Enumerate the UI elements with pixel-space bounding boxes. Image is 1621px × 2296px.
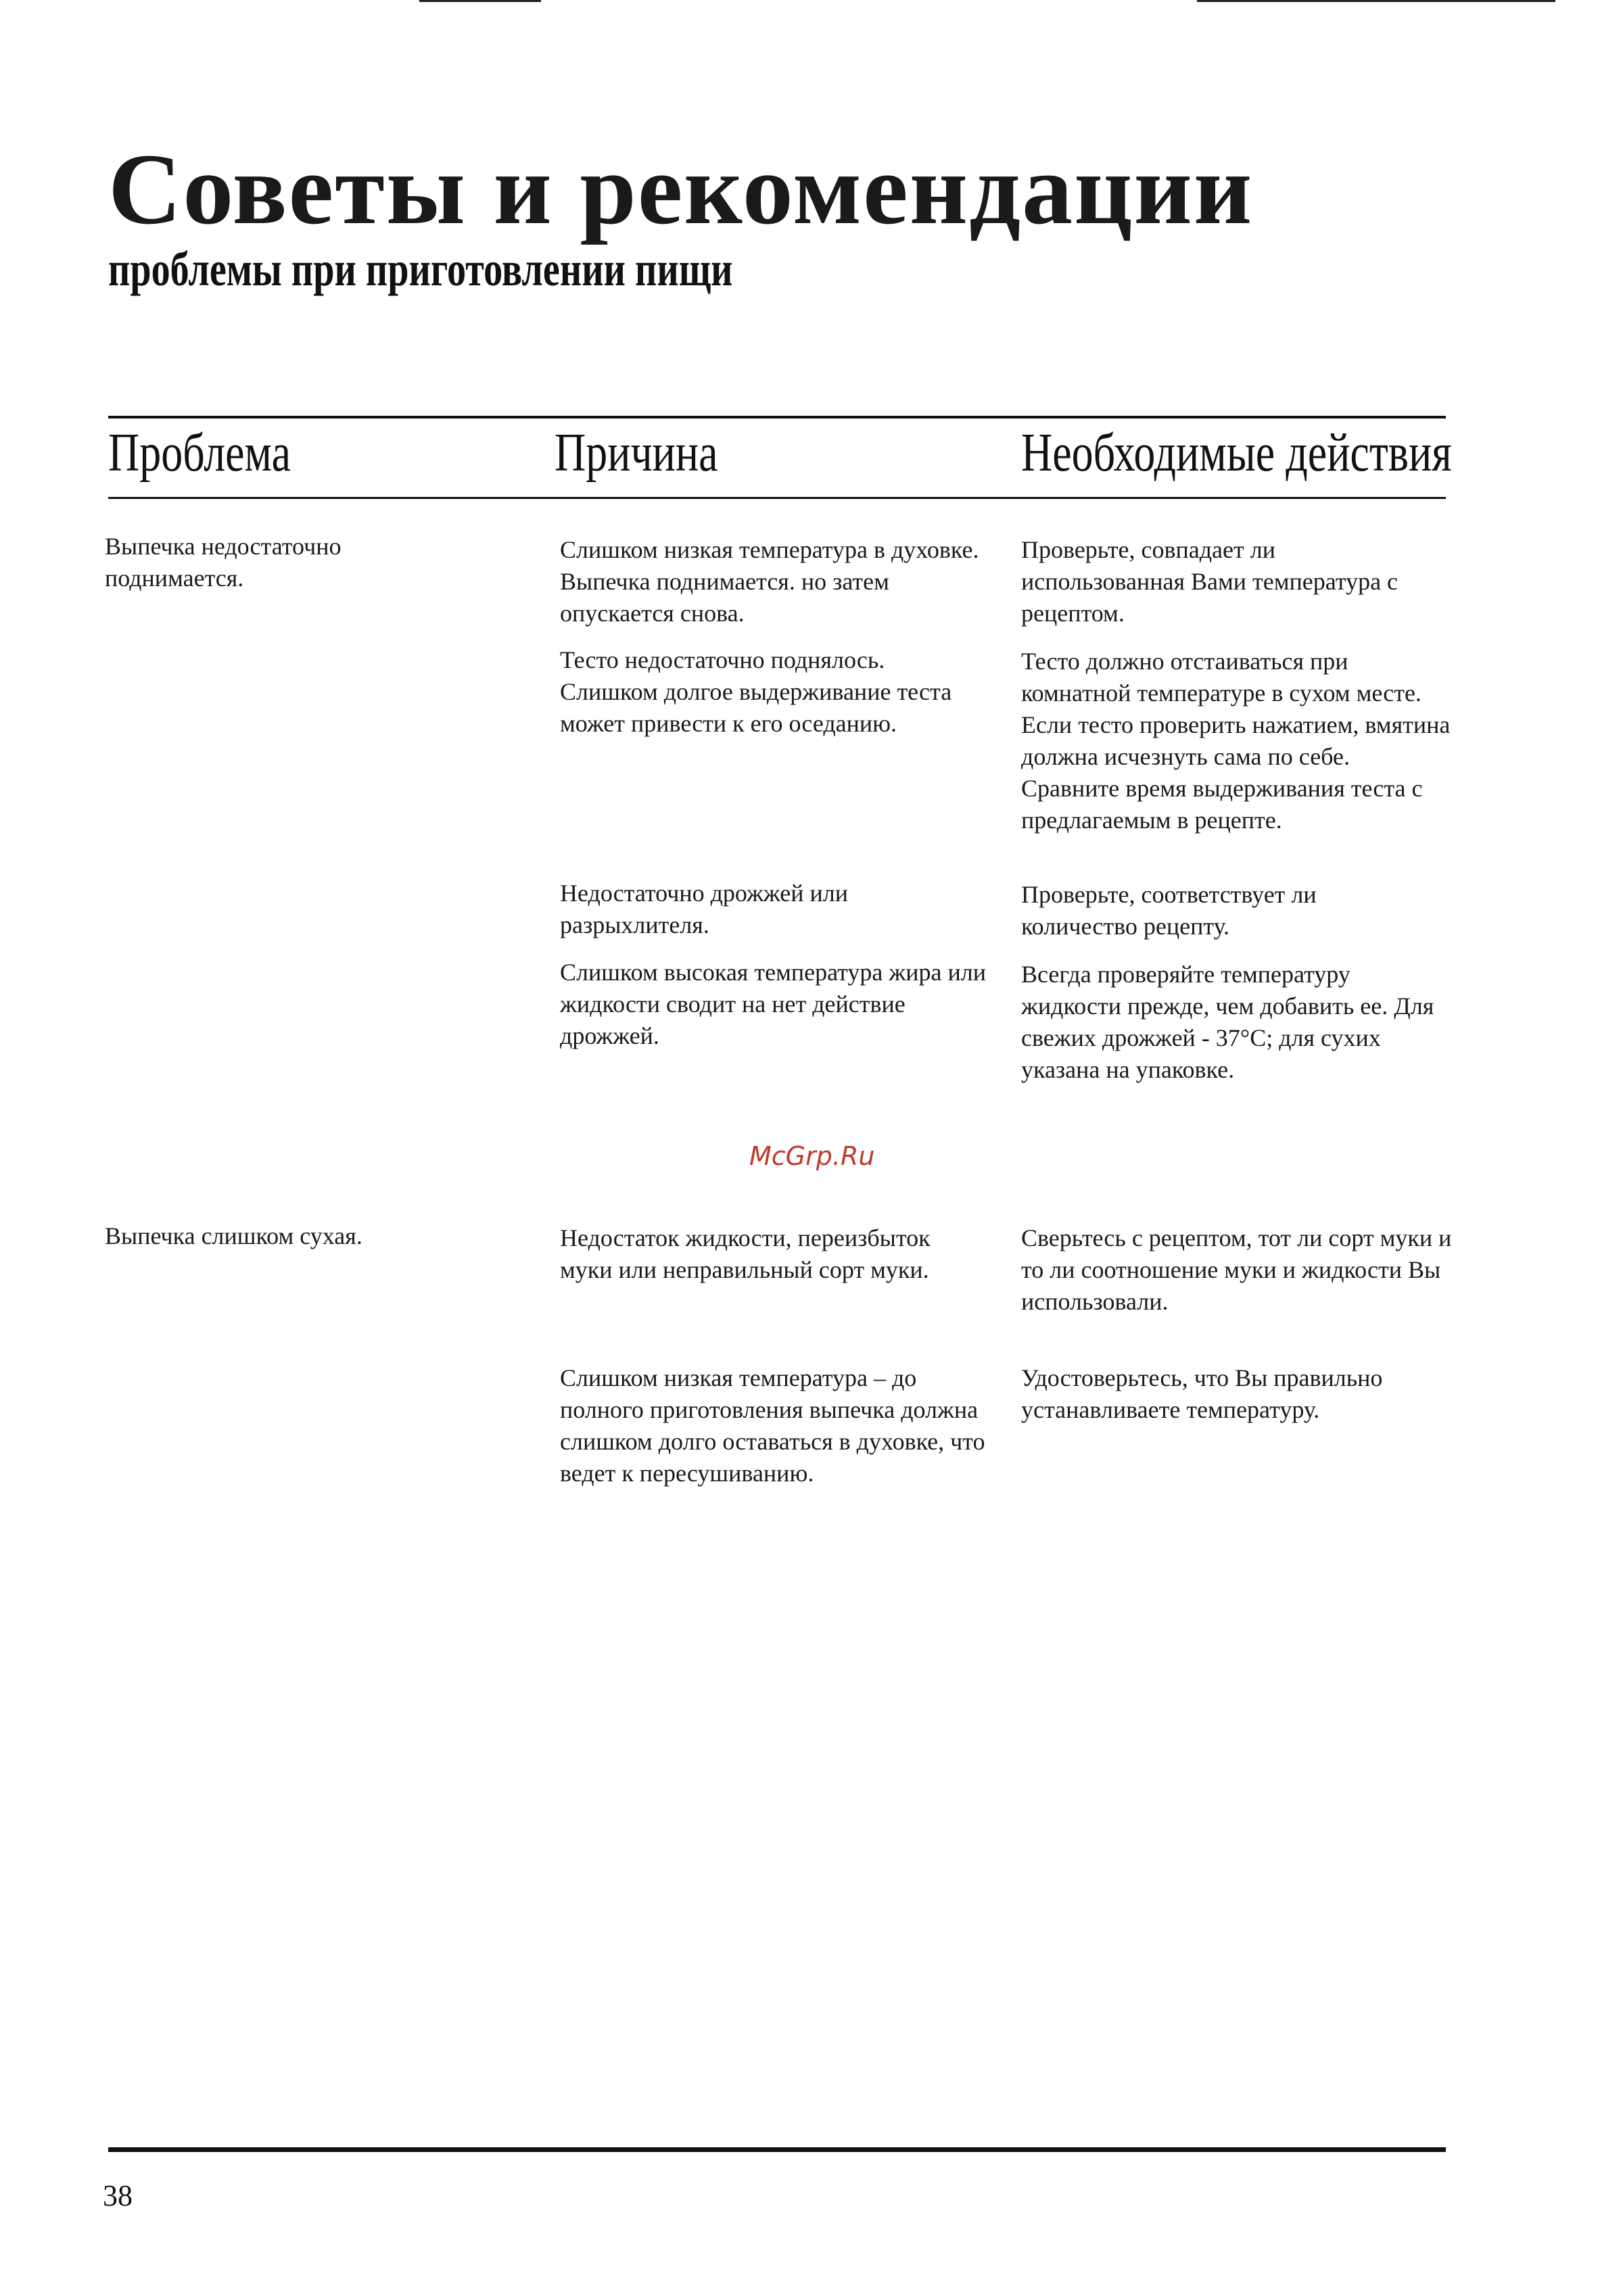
cause-text: Недостаток жидкости, переизбыток муки или неправильный сорт муки. [560,1224,931,1283]
cause-text: Слишком низкая температура в духовке. Выпечка поднимается. но затем опускается снова. [560,536,979,627]
problem-text: Выпечка недостаточно поднимается. [105,533,342,592]
footer-rule [108,2147,1446,2152]
watermark: McGrp.Ru [749,1141,875,1171]
header-bottom-rule [108,497,1446,499]
action-text: Проверьте, совпадает ли использованная Вами температура с рецептом. [1021,536,1399,627]
action-text: Удостоверьтесь, что Вы правильно устанавливаете температуру. [1021,1364,1383,1423]
scan-edge-mark [419,0,541,2]
action-text: Всегда проверяйте температуру жидкости прежде, чем добавить ее. Для свежих дрожжей - 37°C; для сухих указана на упаковке. [1021,961,1434,1083]
problem-text: Выпечка слишком сухая. [105,1222,362,1249]
action-text: Проверьте, соответствует ли количество рецепту. [1021,881,1317,940]
table-top-rule [108,416,1446,418]
cause-text: Слишком низкая температура – до полного приготовления выпечка должна слишком долго оставаться в духовке, что ведет к пересушиванию. [560,1364,985,1487]
column-header-action: Необходимые действия [1021,423,1452,483]
scan-edge-mark [1197,0,1555,2]
action-text: Тесто должно отстаиваться при комнатной температуре в сухом месте. Если тесто проверить нажатием, вмятина должна исчезнуть сама по себе. Сравните время выдерживания теста с предлагаемым в рецепте. [1021,648,1451,834]
page-subtitle: проблемы при приготовлении пищи [108,242,733,296]
cause-text: Тесто недостаточно поднялось. Слишком долгое выдерживание теста может привести к его оседанию. [560,646,952,737]
action-text: Сверьтесь с рецептом, тот ли сорт муки и то ли соотношение муки и жидкости Вы использовали. [1021,1224,1452,1315]
column-header-problem: Проблема [108,423,291,483]
page-title: Советы и рекомендации [108,133,1254,245]
cause-text: Слишком высокая температура жира или жидкости сводит на нет действие дрожжей. [560,959,986,1049]
cause-text: Недостаточно дрожжей или разрыхлителя. [560,880,849,938]
page-number: 38 [103,2179,133,2212]
column-header-cause: Причина [555,423,718,483]
